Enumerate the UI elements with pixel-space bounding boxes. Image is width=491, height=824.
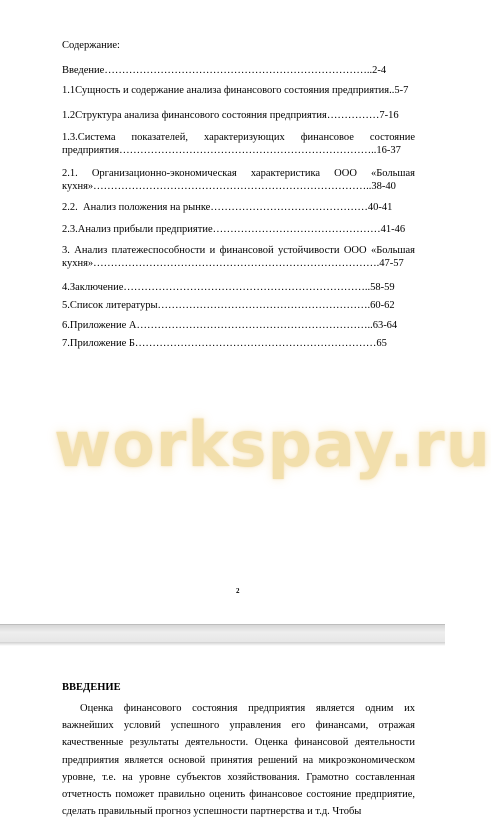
intro-paragraph: Оценка финансового состояния предприятия является одним их важнейших условий успешного управления его финансами, отражая качественные результаты деятельности. Оценка финансовой деятельности предприятия является основой принятия решений на микроэкономическом уровне, т.е. на уровне субъектов хозяйствования. Грамотно составленная отчетность поможет правильно оценить финансовое состояние предприятие, сделать правильный прогноз успешности партнерства и т.д. Чтобы [62,703,415,818]
toc-entry-5: 5.Список литературы…………………………………………………….60-62 [62,300,395,311]
toc-entry-2-1: 2.1. Организационно-экономическая характеристика ООО «Большая кухня»……………………………………………………………………..38-40 [62,168,415,192]
toc-entry-1-1: 1.1Сущность и содержание анализа финансового состояния предприятия..5-7 [62,85,409,96]
page-separator [0,624,445,643]
toc-entry-1-2: 1.2Структура анализа финансового состояния предприятия……………7-16 [62,110,399,121]
toc-entry-3: 3. Анализ платежеспособности и финансовой устойчивости ООО «Большая кухня»……………………………………………………………………….47-57 [62,245,415,269]
toc-entry-introduction: Введение…………………………………………………………………..2-4 [62,65,387,76]
section-heading: ВВЕДЕНИЕ [62,682,121,693]
document-page-2 [0,646,445,824]
toc-title: Содержание: [62,40,120,51]
toc-entry-1-3: 1.3.Система показателей, характеризующих финансовое состояние предприятия………………………………………………………………..16-37 [62,132,415,156]
toc-entry-6: 6.Приложение А…………………………………………………………..63-64 [62,320,398,331]
toc-entry-7: 7.Приложение Б……………………………………………………………65 [62,338,387,349]
watermark: workspay.ru [54,408,491,481]
toc-entry-2-3: 2.3.Анализ прибыли предприятие…………………………………………41-46 [62,224,406,235]
toc-entry-4: 4.Заключение……………………………………………………………..58-59 [62,282,395,293]
page-number: 2 [236,587,240,595]
toc-entry-2-2: 2.2. Анализ положения на рынке………………………………………40-41 [62,202,393,213]
